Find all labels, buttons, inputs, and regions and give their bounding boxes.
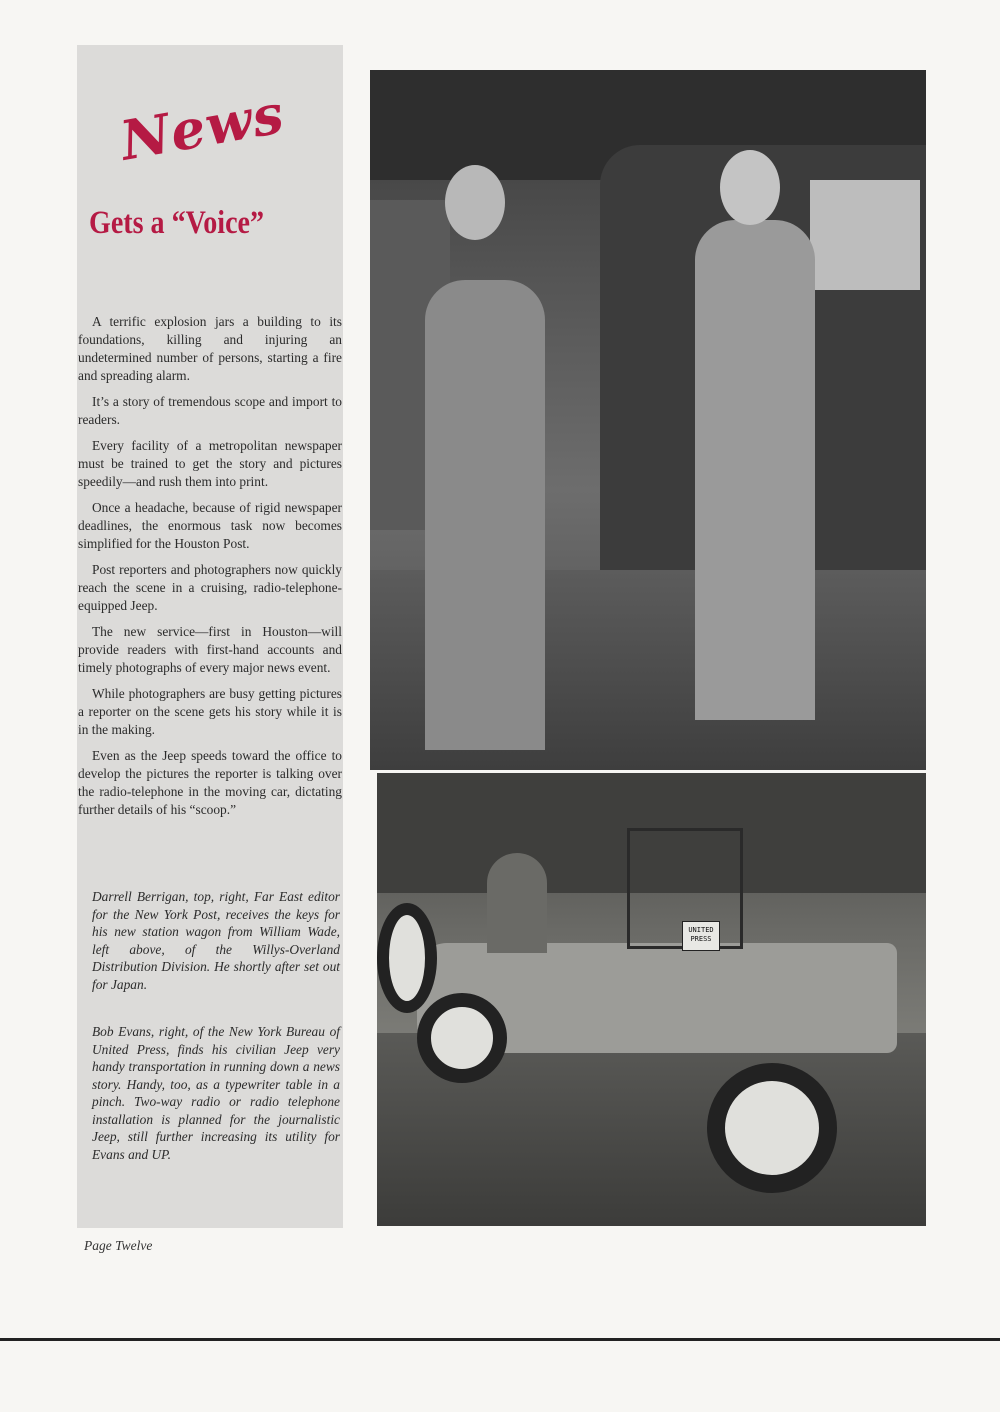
paragraph: Even as the Jeep speeds toward the office to develop the pictures the reporter is talking over the radio-telephone in the moving car, dictating further details of his “scoop.”: [78, 748, 342, 817]
man-right-suit: [695, 220, 815, 720]
caption-top-photo: Darrell Berrigan, top, right, Far East editor for the New York Post, receives the keys for his new station wagon from William Wade, left above, of the Willys-Overland Distribution Division. He shortly after set out for Japan.: [92, 889, 340, 992]
article-body: [78, 313, 342, 827]
page-bottom-edge: [0, 1338, 1000, 1341]
caption-bottom-photo: Bob Evans, right, of the New York Bureau of United Press, finds his civilian Jeep very handy transportation in running down a news story. Handy, too, as a typewriter table in a pinch. Two-way radio or radio telephone installation is planned for the journalistic Jeep, still further increasing its utility for Evans and UP.: [92, 1024, 340, 1162]
man-right-head: [720, 150, 780, 225]
photo-jeep-reporter: [377, 773, 926, 1226]
paragraph: Once a headache, because of rigid newspaper deadlines, the enormous task now becomes simplified for the Houston Post.: [78, 500, 342, 551]
paragraph: Post reporters and photographers now quickly reach the scene in a cruising, radio-telephone-equipped Jeep.: [78, 562, 342, 613]
paragraph: Every facility of a metropolitan newspaper must be trained to get the story and pictures speedily—and rush them into print.: [78, 438, 342, 489]
reporter: [487, 853, 547, 953]
jeep-wheel: [417, 993, 507, 1083]
title-script: News: [115, 81, 289, 173]
spare-wheel: [377, 903, 437, 1013]
united-press-sign: UNITED PRESS: [682, 921, 720, 951]
man-left-head: [445, 165, 505, 240]
paragraph: A terrific explosion jars a building to its foundations, killing and injuring an undetermined number of persons, starting a fire and spreading alarm.: [78, 314, 342, 383]
paragraph: The new service—first in Houston—will provide readers with first-hand accounts and timely photographs of every major news event.: [78, 624, 342, 675]
man-left-suit: [425, 280, 545, 750]
paragraph: While photographers are busy getting pictures a reporter on the scene gets his story while it is in the making.: [78, 686, 342, 737]
page-number: Page Twelve: [84, 1238, 153, 1253]
paragraph: It’s a story of tremendous scope and import to readers.: [78, 394, 342, 427]
subtitle: Gets a “Voice”: [89, 205, 265, 241]
photo-key-handover: [370, 70, 926, 770]
wagon-window: [810, 180, 920, 290]
jeep-wheel: [707, 1063, 837, 1193]
